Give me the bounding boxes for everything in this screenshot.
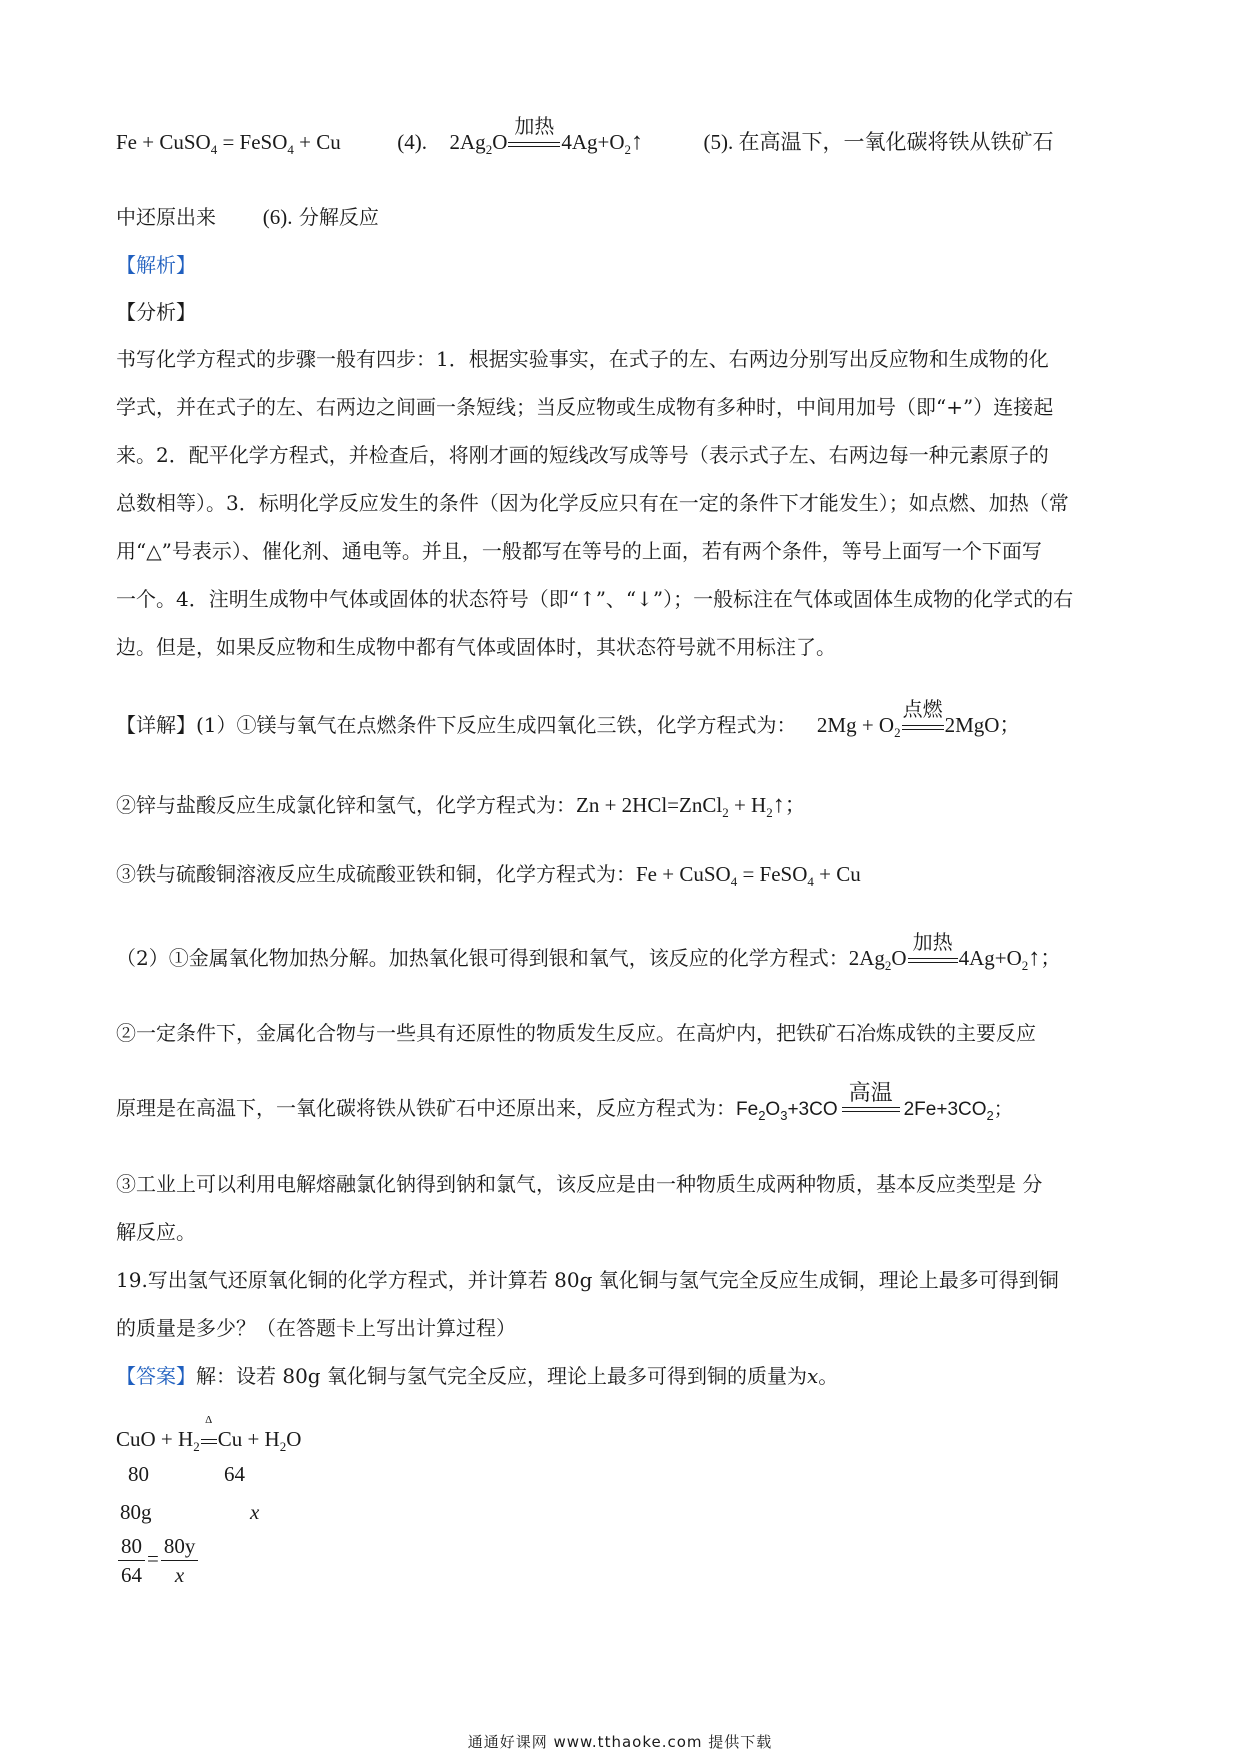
analysis-line: 书写化学方程式的步骤一般有四步：1．根据实验事实，在式子的左、右两边分别写出反应物和生成物的化 — [116, 347, 1049, 371]
p5-condition: 高温 — [848, 1080, 893, 1105]
q19-answer: 【答案】解：设若 80g 氧化铜与氢气完全反应，理论上最多可得到铜的质量为x。 — [116, 1364, 839, 1388]
analysis-line: 总数相等）。3．标明化学反应发生的条件（因为化学反应只有在一定的条件下才能发生）；如点燃、加热（常 — [116, 491, 1069, 515]
answer-label: 【答案】 — [116, 1364, 196, 1388]
p4-condition: 加热 — [912, 932, 953, 954]
analysis-line: 一个。4．注明生成物中气体或固体的状态符号（即“↑”、“↓”）；一般标注在气体或固体生成物的化学式的右 — [116, 587, 1074, 611]
q19-ratio-row1: 80 64 — [128, 1462, 245, 1486]
detail-p1: 【详解】(1）①镁与氧气在点燃条件下反应生成四氧化三铁，化学方程式为： $2Mg + O_2$ 点燃 2MgO； — [116, 699, 1021, 740]
detail-p4: （2）①金属氧化物加热分解。加热氧化银可得到银和氧气，该反应的化学方程式：$2Ag_2O$ 加热 $4Ag+O_2↑$； — [116, 932, 1062, 973]
q19-proportion: $\frac{80}{64}$ = $\frac{80y}{x}$ — [116, 1532, 200, 1589]
item6-label: (6). — [262, 205, 293, 229]
jiexi-label: 【解析】 — [116, 253, 196, 277]
q19-line2: 的质量是多少？（在答题卡上写出计算过程） — [116, 1316, 516, 1340]
detail-p2: ②锌与盐酸反应生成氯化锌和氢气，化学方程式为：Zn + 2HCl=ZnCl$_2$ + $H_2↑$； — [116, 792, 806, 820]
analysis-line: 用“△”号表示）、催化剂、通电等。并且，一般都写在等号的上面，若有两个条件，等号上面写一个下面写 — [116, 539, 1042, 563]
eq4-condition: 加热 — [514, 116, 555, 138]
answer-line-1 — [116, 116, 1054, 164]
detail-p6-line2: 解反应。 — [116, 1220, 196, 1244]
eq3-text: Fe + CuSO$_4$ = FeSO$_4$ + Cu — [116, 130, 341, 157]
item4-label: (4). — [397, 130, 428, 154]
heat-condition: Δ — [205, 1414, 213, 1426]
fenxi-label: 【分析】 — [116, 300, 196, 324]
p1-condition: 点燃 — [902, 699, 943, 721]
q19-ratio-row2: 80g x — [120, 1500, 260, 1524]
detail-p3: ③铁与硫酸铜溶液反应生成硫酸亚铁和铜，化学方程式为：Fe + CuSO$_4$ = FeSO$_4$ + Cu — [116, 862, 861, 889]
item5-text-b: 中还原出来 — [116, 205, 216, 229]
page-footer: 通通好课网 www.tthaoke.com 提供下载 — [467, 1733, 773, 1751]
q19-equation: CuO + $H_2$ Δ $Cu + H_2O$ — [116, 1425, 301, 1461]
item5-text-a: 在高温下，一氧化碳将铁从铁矿石 — [738, 130, 1054, 154]
detail-p5-line2: 原理是在高温下，一氧化碳将铁从铁矿石中还原出来，反应方程式为：$Fe_2O_3+3CO$ 高温 $2Fe+3CO_2$； — [116, 1080, 1013, 1123]
eq4: $2Ag_2O$ 加热 $4Ag+O_2↑$ — [449, 116, 644, 157]
detail-p5-line1: ②一定条件下，金属化合物与一些具有还原性的物质发生反应。在高炉内，把铁矿石冶炼成铁的主要反应 — [116, 1021, 1036, 1045]
analysis-line: 学式，并在式子的左、右两边之间画一条短线；当反应物或生成物有多种时，中间用加号（即“+”）连接起 — [116, 395, 1054, 419]
analysis-line: 来。2．配平化学方程式，并检查后，将刚才画的短线改写成等号（表示式子左、右两边每一种元素原子的 — [116, 443, 1049, 467]
detail-p6-line1: ③工业上可以利用电解熔融氯化钠得到钠和氯气，该反应是由一种物质生成两种物质，基本反应类型是 分 — [116, 1172, 1043, 1196]
analysis-line: 边。但是，如果反应物和生成物中都有气体或固体时，其状态符号就不用标注了。 — [116, 635, 836, 659]
item5-label: (5). — [703, 130, 734, 154]
answer-line-2 — [116, 203, 379, 231]
q19-line1: 19.写出氢气还原氧化铜的化学方程式，并计算若 80g 氧化铜与氢气完全反应生成铜，理论上最多可得到铜 — [116, 1268, 1059, 1292]
item6-text: 分解反应 — [298, 205, 379, 229]
